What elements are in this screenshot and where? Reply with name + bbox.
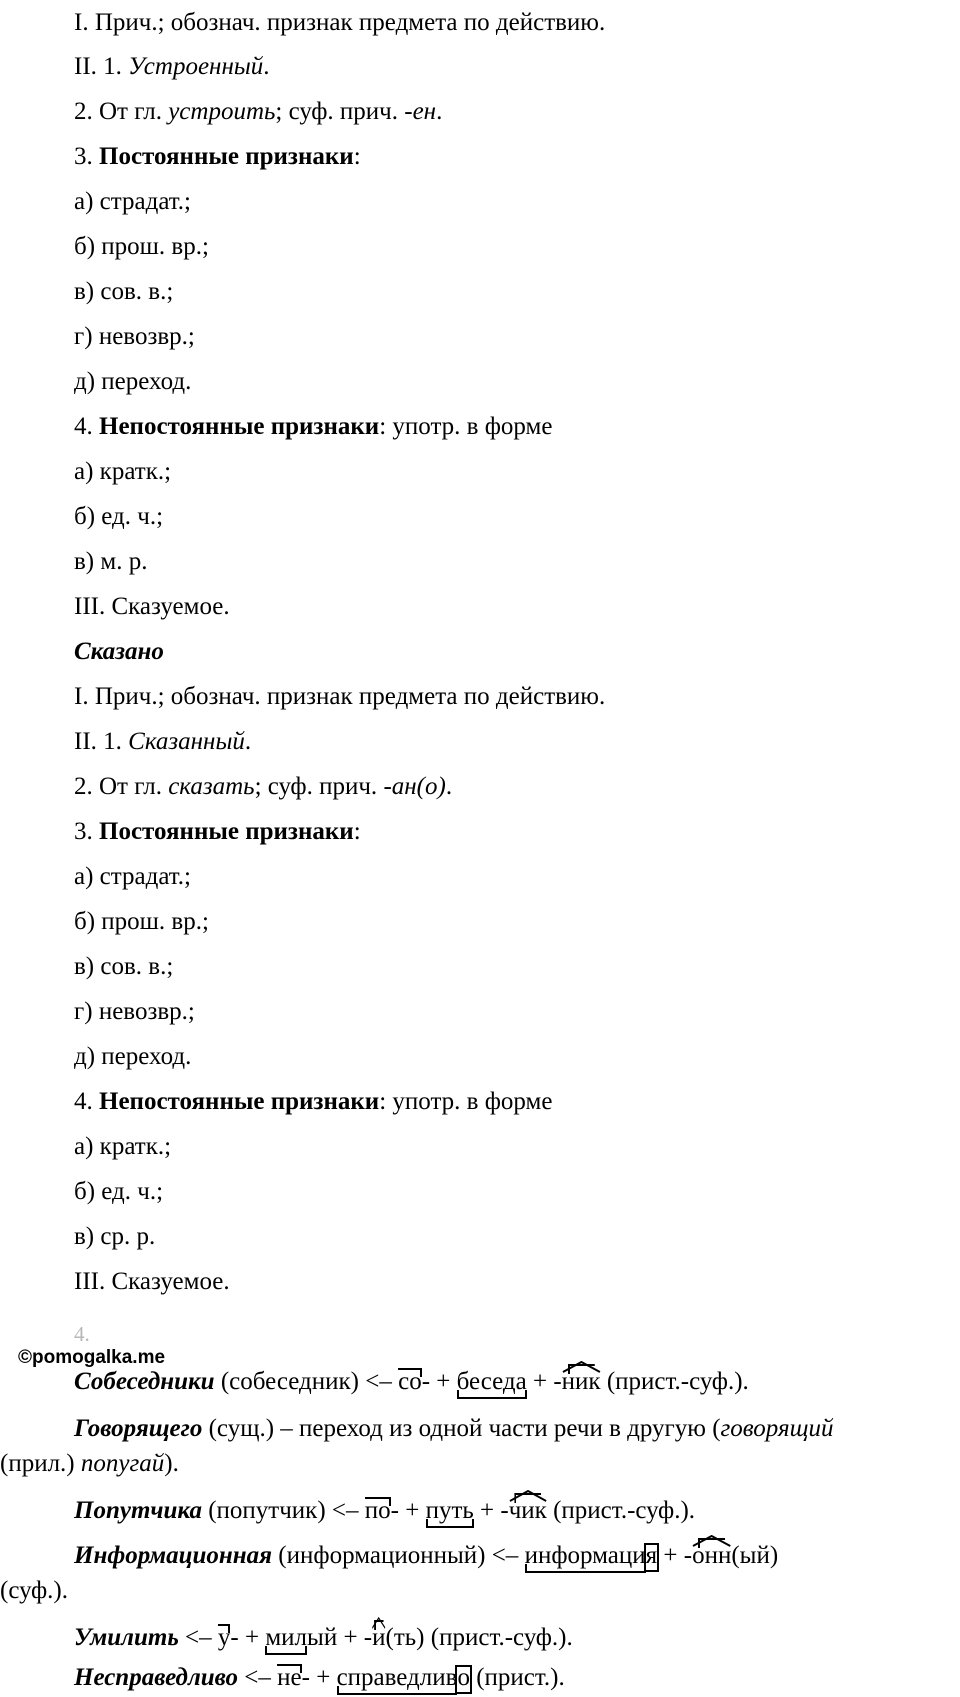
analyzed-word: Говорящего <box>74 1415 203 1442</box>
text: III. Сказуемое. <box>74 593 230 620</box>
text: I. Прич.; обознач. признак предмета по действию. <box>74 9 606 36</box>
text: а) страдат.; <box>74 188 192 215</box>
text: б) ед. ч.; <box>74 503 164 530</box>
base-mark <box>426 1496 474 1528</box>
base-mark <box>457 1367 527 1399</box>
example-word: говорящий <box>720 1415 834 1442</box>
text: (попутчик) <– <box>201 1497 365 1524</box>
prefix: у <box>217 1624 231 1651</box>
block1-line-11 <box>74 457 171 487</box>
prefix: не <box>277 1664 302 1691</box>
text: (прист.-суф.). <box>600 1368 749 1395</box>
text: б) ед. ч.; <box>74 1178 164 1205</box>
block2-line-14 <box>74 1267 230 1297</box>
text: . <box>263 53 270 80</box>
ending: я <box>645 1542 658 1569</box>
prefix-mark <box>277 1663 301 1693</box>
text: - + <box>301 1664 337 1691</box>
suffix-hat-icon <box>562 1361 601 1373</box>
text: 2. От гл. <box>74 773 169 800</box>
text: II. 1. <box>74 728 129 755</box>
text: б) прош. вр.; <box>74 233 209 260</box>
verb-form: устроить <box>168 98 276 125</box>
block2-line-8 <box>74 997 195 1027</box>
text: . <box>436 98 443 125</box>
base-mark <box>525 1541 646 1573</box>
block2-line-4 <box>74 817 361 847</box>
suffix: онн <box>692 1542 732 1569</box>
text: (суф.). <box>0 1577 68 1604</box>
block2-line-5 <box>74 862 191 892</box>
text: II. 1. <box>74 53 129 80</box>
text: - + <box>421 1368 457 1395</box>
suffix-mark <box>692 1541 731 1571</box>
analyzed-word: Попутчика <box>74 1497 202 1524</box>
suffix-hat-icon <box>372 1617 385 1629</box>
block1-line-12 <box>74 502 163 532</box>
block1-line-3 <box>74 97 442 127</box>
block2-line-11 <box>74 1132 171 1162</box>
text: ; суф. прич. <box>254 773 384 800</box>
text: : употр. в форме <box>379 413 553 440</box>
text: (ть) (прист.-суф.). <box>385 1624 573 1651</box>
block2-line-10 <box>74 1087 552 1117</box>
watermark: ©pomogalka.me <box>18 1347 166 1368</box>
text: ). <box>164 1450 179 1477</box>
block1-line-10 <box>74 412 552 442</box>
suffix: ник <box>561 1368 601 1395</box>
text: 3. <box>74 143 99 170</box>
text: (сущ.) – переход из одной части речи в другую ( <box>202 1415 721 1442</box>
text: в) м. р. <box>74 548 148 575</box>
text: - + <box>390 1497 426 1524</box>
prefix: со <box>398 1368 422 1395</box>
prefix: по <box>364 1497 391 1524</box>
block1-line-13 <box>74 547 147 577</box>
text: + - <box>657 1542 693 1569</box>
base-mark <box>337 1663 458 1695</box>
text: I. Прич.; обознач. признак предмета по действию. <box>74 683 606 710</box>
base: путь <box>425 1497 474 1524</box>
block2-line-2 <box>74 727 251 757</box>
text: д) переход. <box>74 1043 192 1070</box>
block1-line-1 <box>74 8 605 38</box>
suffix-mark <box>372 1623 385 1653</box>
text: д) переход. <box>74 368 192 395</box>
block1-line-9 <box>74 367 191 397</box>
analyzed-word: Информационная <box>74 1542 273 1569</box>
block1-line-5 <box>74 187 191 217</box>
text: 4. <box>74 413 99 440</box>
block2-line-1 <box>74 682 605 712</box>
base: справедлив <box>336 1664 458 1691</box>
analysis-govoryashchego-cont <box>0 1449 179 1479</box>
text: (информационный) <– <box>272 1542 525 1569</box>
text: + - <box>473 1497 509 1524</box>
base: информаци <box>524 1542 646 1569</box>
text: ый + - <box>307 1624 373 1651</box>
block2-line-9 <box>74 1042 191 1072</box>
suffix: и <box>372 1624 386 1651</box>
suffix: -ен <box>404 98 437 125</box>
block1-line-8 <box>74 322 195 352</box>
block2-line-13 <box>74 1222 155 1252</box>
text: (ый) <box>731 1542 779 1569</box>
bold-term: Непостоянные признаки <box>99 413 380 440</box>
text: . <box>244 728 252 755</box>
text: а) кратк.; <box>74 1133 172 1160</box>
analysis-poputchika <box>74 1496 695 1528</box>
analysis-informatsionnaya <box>74 1541 778 1573</box>
analysis-nespravedlivo <box>74 1663 565 1695</box>
block2-line-7 <box>74 952 173 982</box>
text: (прист.-суф.). <box>546 1497 696 1524</box>
text: (собеседник) <– <box>214 1368 399 1395</box>
text: . <box>445 773 453 800</box>
analysis-informatsionnaya-cont <box>0 1576 68 1606</box>
text: (прил.) <box>0 1450 81 1477</box>
base: беседа <box>456 1368 527 1395</box>
suffix-hat-icon <box>692 1535 731 1547</box>
suffix: чик <box>508 1497 547 1524</box>
bold-term: Непостоянные признаки <box>99 1088 380 1115</box>
analysis-govoryashchego <box>74 1414 833 1444</box>
verb-form: сказать <box>168 773 255 800</box>
text: + - <box>526 1368 562 1395</box>
text: в) ср. р. <box>74 1223 156 1250</box>
suffix-hat-icon <box>509 1490 547 1502</box>
block2-line-6 <box>74 907 209 937</box>
base-mark <box>265 1623 307 1655</box>
text: 2. От гл. <box>74 98 169 125</box>
text: <– <box>238 1664 278 1691</box>
text: г) невозвр.; <box>74 323 195 350</box>
text: : употр. в форме <box>379 1088 553 1115</box>
analyzed-word: Несправедливо <box>74 1664 239 1691</box>
section-number: 4. <box>74 1322 90 1346</box>
text: а) страдат.; <box>74 863 192 890</box>
participle-form: Сказанный <box>128 728 245 755</box>
example-word: попугай <box>80 1450 165 1477</box>
text: : <box>353 143 361 170</box>
text: III. Сказуемое. <box>74 1268 230 1295</box>
analysis-umilit <box>74 1623 573 1655</box>
block2-heading: Сказано <box>74 638 164 665</box>
block1-line-7 <box>74 277 173 307</box>
text: ; суф. прич. <box>275 98 405 125</box>
text: 4. <box>74 1088 99 1115</box>
text: б) прош. вр.; <box>74 908 209 935</box>
block1-line-2 <box>74 52 270 82</box>
analysis-sobesedniki <box>74 1367 749 1399</box>
prefix-mark <box>218 1623 231 1653</box>
text: <– <box>178 1624 218 1651</box>
base: мил <box>265 1624 308 1651</box>
text: : <box>353 818 361 845</box>
text: в) сов. в.; <box>74 953 174 980</box>
suffix-mark <box>509 1496 547 1526</box>
ending-box <box>644 1543 660 1572</box>
analyzed-word: Собеседники <box>74 1368 215 1395</box>
text: 3. <box>74 818 99 845</box>
suffix-mark <box>562 1367 601 1397</box>
bold-term: Постоянные признаки <box>99 818 354 845</box>
ending-box <box>455 1665 472 1694</box>
prefix-mark <box>398 1367 422 1397</box>
prefix-mark <box>365 1496 391 1526</box>
text: (прист.). <box>469 1664 565 1691</box>
ending-mark <box>646 1541 658 1571</box>
block1-line-6 <box>74 232 209 262</box>
block2-line-3 <box>74 772 452 802</box>
participle-form: Устроенный <box>128 53 264 80</box>
ending: о <box>457 1664 470 1691</box>
text: - + <box>230 1624 266 1651</box>
block2-line-12 <box>74 1177 163 1207</box>
suffix: -ан(о) <box>383 773 446 800</box>
ending-mark <box>457 1663 470 1693</box>
text: а) кратк.; <box>74 458 172 485</box>
block1-line-4 <box>74 142 361 172</box>
text: в) сов. в.; <box>74 278 174 305</box>
text: г) невозвр.; <box>74 998 195 1025</box>
block1-line-14 <box>74 592 230 622</box>
bold-term: Постоянные признаки <box>99 143 354 170</box>
analyzed-word: Умилить <box>74 1624 179 1651</box>
